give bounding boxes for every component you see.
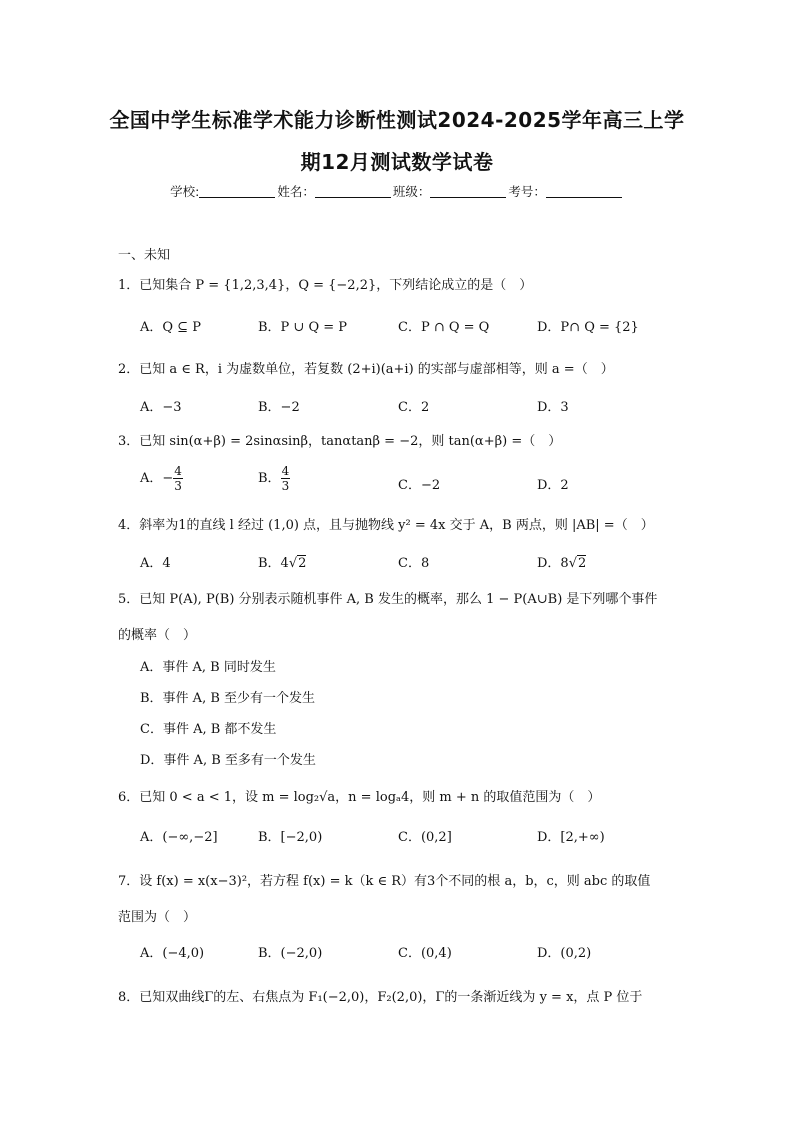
fraction-denominator: 3 <box>174 479 182 493</box>
question-2-option-d: D．3 <box>537 400 569 415</box>
question-1-stem: 1．已知集合 P = {1,2,3,4}，Q = {−2,2}，下列结论成立的是（ ） <box>118 278 533 293</box>
question-5-option-b: B．事件 A, B 至少有一个发生 <box>140 691 316 706</box>
question-3-stem: 3．已知 sin(α+β) = 2sinαsinβ，tanαtanβ = −2，则 tan(α+β) =（ ） <box>118 434 562 449</box>
question-3-option-c: C．−2 <box>398 478 441 493</box>
name-blank <box>315 197 391 198</box>
question-3-option-a <box>140 464 183 493</box>
question-3-option-b <box>258 464 290 493</box>
number-blank <box>546 197 622 198</box>
section-heading: 一、未知 <box>118 248 171 263</box>
question-4-option-b: B．4√2 <box>258 556 307 571</box>
question-2-option-b: B．−2 <box>258 400 300 415</box>
question-4-option-a: A．4 <box>140 556 171 571</box>
question-4-option-d-radicand: 2 <box>578 556 587 571</box>
question-5-stem-line-1: 5．已知 P(A), P(B) 分别表示随机事件 A, B 发生的概率，那么 1 − P(A∪B) 是下列哪个事件 <box>118 592 658 607</box>
school-label: 学校: <box>170 184 200 199</box>
question-1-option-b: B．P ∪ Q = P <box>258 320 348 335</box>
question-5-option-d: D．事件 A, B 至多有一个发生 <box>140 753 316 768</box>
question-4-option-d: D．8√2 <box>537 556 587 571</box>
question-5-option-a: A．事件 A, B 同时发生 <box>140 660 276 675</box>
student-info-line <box>0 182 794 200</box>
question-7-stem-line-1: 7．设 f(x) = x(x−3)²，若方程 f(x) = k（k ∈ R）有3个不同的根 a，b，c，则 abc 的取值 <box>118 874 651 889</box>
question-4-stem: 4．斜率为1的直线 l 经过 (1,0) 点，且与抛物线 y² = 4x 交于 A，B 两点，则 |AB| =（ ） <box>118 518 654 533</box>
page-title-line-1: 全国中学生标准学术能力诊断性测试2024-2025学年高三上学 <box>109 108 685 132</box>
class-label: 班级： <box>392 184 431 199</box>
question-8-stem: 8．已知双曲线Γ的左、右焦点为 F₁(−2,0)，F₂(2,0)，Γ的一条渐近线为 y = x，点 P 位于 <box>118 990 643 1005</box>
question-2-option-a: A．−3 <box>140 400 182 415</box>
question-3-option-b-fraction <box>281 464 291 493</box>
question-4-option-b-prefix: B．4 <box>258 556 289 571</box>
question-4-option-c: C．8 <box>398 556 430 571</box>
question-6-option-a: A．(−∞,−2] <box>140 830 218 845</box>
question-3-option-a-fraction <box>173 464 183 493</box>
question-2-stem: 2．已知 a ∈ R，i 为虚数单位，若复数 (2+i)(a+i) 的实部与虚部相等，则 a =（ ） <box>118 362 614 377</box>
question-2-option-c: C．2 <box>398 400 430 415</box>
fraction-numerator: 4 <box>281 464 290 478</box>
question-3-option-a-prefix: A．− <box>140 471 174 486</box>
question-6-option-b: B．[−2,0) <box>258 830 323 845</box>
question-1-option-a: A．Q ⊆ P <box>140 320 201 335</box>
fraction-numerator: 4 <box>174 464 182 478</box>
question-5-option-c: C．事件 A, B 都不发生 <box>140 722 277 737</box>
question-4-option-b-radicand: 2 <box>298 556 307 571</box>
question-5-stem-line-2: 的概率（ ） <box>118 628 197 643</box>
question-7-option-c: C．(0,4) <box>398 946 452 961</box>
page-title-line-2: 期12月测试数学试卷 <box>300 150 494 174</box>
school-blank <box>199 197 275 198</box>
question-7-option-d: D．(0,2) <box>537 946 592 961</box>
question-3-option-d: D．2 <box>537 478 569 493</box>
question-6-option-c: C．(0,2] <box>398 830 452 845</box>
question-1-option-d: D．P∩ Q = {2} <box>537 320 639 335</box>
question-3-option-b-prefix: B． <box>258 471 281 486</box>
fraction-denominator: 3 <box>281 479 290 493</box>
name-label: 姓名： <box>277 184 315 199</box>
question-1-option-c: C．P ∩ Q = Q <box>398 320 490 335</box>
question-7-stem-line-2: 范围为（ ） <box>118 910 197 925</box>
question-7-option-b: B．(−2,0) <box>258 946 323 961</box>
question-4-option-d-prefix: D．8 <box>537 556 569 571</box>
number-label: 考号： <box>508 184 546 199</box>
question-6-option-d: D．[2,+∞) <box>537 830 605 845</box>
question-7-option-a: A．(−4,0) <box>140 946 205 961</box>
class-blank <box>430 197 506 198</box>
question-6-stem: 6．已知 0 < a < 1，设 m = log₂√a，n = logₐ4，则 m + n 的取值范围为（ ） <box>118 790 601 805</box>
